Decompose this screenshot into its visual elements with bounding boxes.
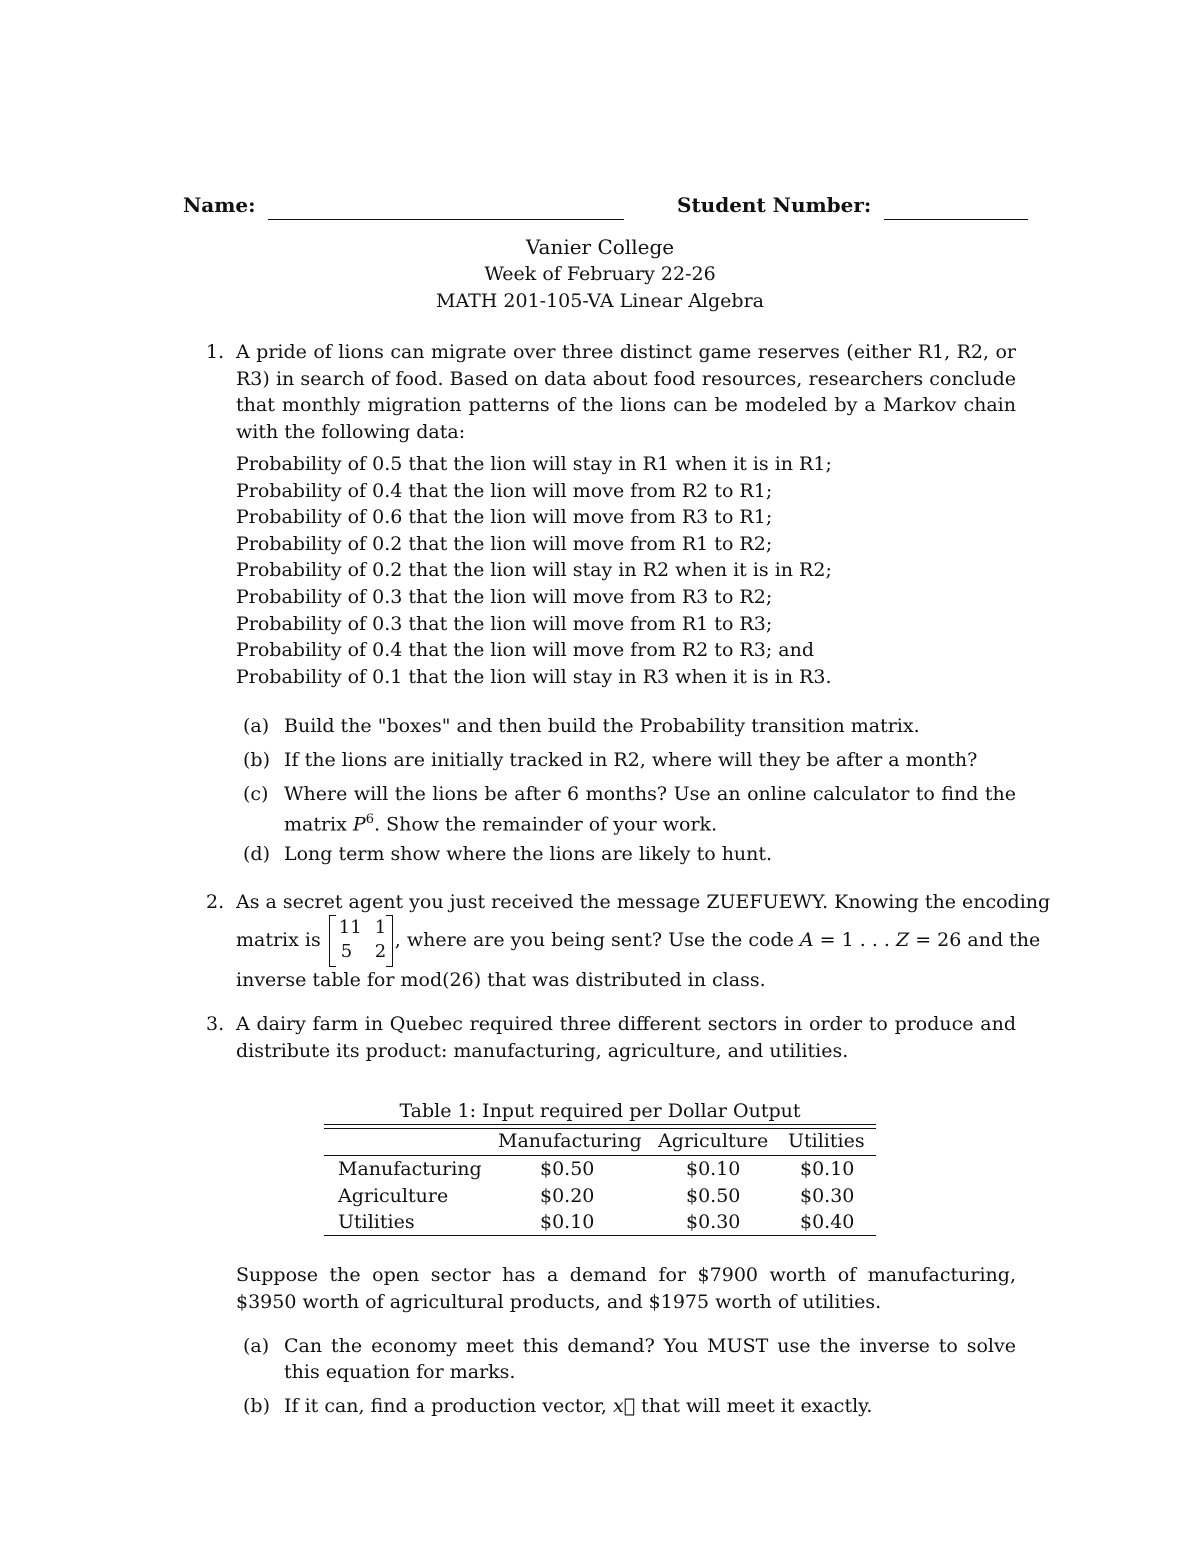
probability-item: Probability of 0.2 that the lion will stay in R2 when it is in R2;: [236, 559, 832, 582]
table-cell: $0.40: [800, 1211, 855, 1233]
q2-after-matrix: , where are you being sent? Use the code: [394, 929, 794, 951]
table-row: [324, 1209, 876, 1236]
part-text: If the lions are initially tracked in R2, where will they be after a month?: [284, 749, 978, 771]
matrix-left-bracket: [329, 915, 336, 967]
probability-item: Probability of 0.1 that the lion will stay in R3 when it is in R3.: [236, 665, 832, 688]
week-subtitle: Week of February 22-26: [484, 263, 716, 285]
math-var-a: A: [799, 929, 814, 951]
probability-item: Probability of 0.2 that the lion will move from R1 to R2;: [236, 532, 773, 555]
part-text-before: If it can, find a production vector,: [284, 1395, 614, 1417]
college-title: Vanier College: [525, 235, 675, 259]
name-field-row: [183, 190, 624, 220]
part-text-after: that will meet it exactly.: [635, 1395, 873, 1417]
q3-demand: Suppose the open sector has a demand for $7900 worth of manufacturing, $3950 worth of agricultural products, and $1975 worth of utilities.: [236, 1264, 1016, 1313]
part-text: [284, 1393, 1016, 1419]
part-label: (b): [243, 749, 270, 771]
name-label: Name:: [183, 193, 256, 217]
part-text: Can the economy meet this demand? You MUST use the inverse to solve this equation for marks.: [284, 1335, 1016, 1383]
part-text-after: . Show the remainder of your work.: [373, 813, 718, 836]
q2-line2: [236, 914, 1041, 967]
math-var-p: P: [352, 813, 366, 836]
code-eq2: = 26 and the: [909, 929, 1041, 951]
matrix-cell: 2: [374, 941, 387, 962]
table-cell: $0.50: [540, 1158, 595, 1180]
table-cell: $0.10: [686, 1158, 741, 1180]
q2-matrix-prefix: matrix is: [236, 929, 321, 951]
table-row-label: Agriculture: [338, 1184, 449, 1207]
part-text: Long term show where the lions are likely to hunt.: [284, 843, 773, 865]
part-text: Build the "boxes" and then build the Probability transition matrix.: [284, 715, 920, 737]
encoding-matrix: [329, 915, 393, 967]
table-top-rule: [324, 1124, 876, 1125]
part-text-before: Where will the lions be after 6 months? Use an online calculator to find the matrix: [284, 783, 1016, 836]
probability-item: Probability of 0.6 that the lion will move from R3 to R1;: [236, 506, 773, 529]
input-output-table: [324, 1128, 876, 1236]
table-col-header: Manufacturing: [498, 1130, 642, 1152]
matrix-cell: 11: [338, 917, 362, 938]
probability-item: Probability of 0.3 that the lion will move from R1 to R3;: [236, 612, 773, 635]
student-number-blank-line[interactable]: [884, 197, 1028, 220]
math-var-z: Z: [895, 929, 910, 951]
part-text: [284, 781, 1016, 837]
probability-item: Probability of 0.5 that the lion will stay in R1 when it is in R1;: [236, 453, 832, 475]
table-cell: $0.30: [686, 1211, 741, 1233]
code-eq1: = 1 . . .: [813, 929, 896, 951]
part-label: (a): [243, 1335, 270, 1357]
matrix-cell: 5: [340, 941, 353, 962]
q1-intro: A pride of lions can migrate over three distinct game reserves (either R1, R2, or R3) in search of food. Based on data about food resources, researchers conclude that monthly migration patterns of the lions can be modeled by a Markov chain with the following data:: [236, 341, 1016, 443]
q2-line3: inverse table for mod(26) that was distributed in class.: [236, 969, 766, 991]
q1-probability-list: [236, 451, 832, 690]
part-label: (b): [243, 1395, 270, 1417]
part-label: (c): [243, 783, 269, 805]
table-cell: $0.10: [800, 1158, 855, 1180]
matrix-cell: 1: [374, 917, 387, 938]
table-col-header: Utilities: [788, 1130, 865, 1152]
table-row: [324, 1156, 876, 1183]
table-header-row: [324, 1128, 876, 1155]
table-row-label: Manufacturing: [338, 1158, 482, 1180]
part-label: (a): [243, 715, 270, 737]
table-caption: Table 1: Input required per Dollar Output: [399, 1100, 801, 1122]
table-cell: $0.10: [540, 1211, 595, 1233]
course-subtitle: MATH 201-105-VA Linear Algebra: [435, 290, 764, 312]
table-row: [324, 1183, 876, 1210]
table-col-header: Agriculture: [658, 1130, 769, 1152]
table-cell: $0.20: [540, 1184, 595, 1207]
matrix-right-bracket: [386, 915, 393, 967]
math-exponent: 6: [365, 812, 374, 827]
q3-intro: A dairy farm in Quebec required three different sectors in order to produce and distribute its product: manufacturing, agriculture, and utilities.: [236, 1013, 1016, 1062]
table-row-label: Utilities: [338, 1211, 415, 1233]
q1-number: 1.: [206, 341, 225, 363]
student-number-field-row: [677, 190, 1028, 220]
probability-item: Probability of 0.3 that the lion will move from R3 to R2;: [236, 585, 773, 608]
q2-number: 2.: [206, 891, 225, 913]
table-cell: $0.50: [686, 1184, 741, 1207]
math-var-x-vector: x⃗: [613, 1395, 636, 1417]
name-blank-line[interactable]: [268, 197, 624, 220]
q3-number: 3.: [206, 1013, 225, 1035]
q2-line1: As a secret agent you just received the message ZUEFUEWY. Knowing the encoding: [236, 891, 1051, 913]
student-number-label: Student Number:: [677, 193, 872, 217]
table-cell: $0.30: [800, 1184, 855, 1207]
probability-item: Probability of 0.4 that the lion will move from R2 to R3; and: [236, 639, 814, 662]
probability-item: Probability of 0.4 that the lion will move from R2 to R1;: [236, 479, 773, 502]
part-label: (d): [243, 843, 270, 865]
